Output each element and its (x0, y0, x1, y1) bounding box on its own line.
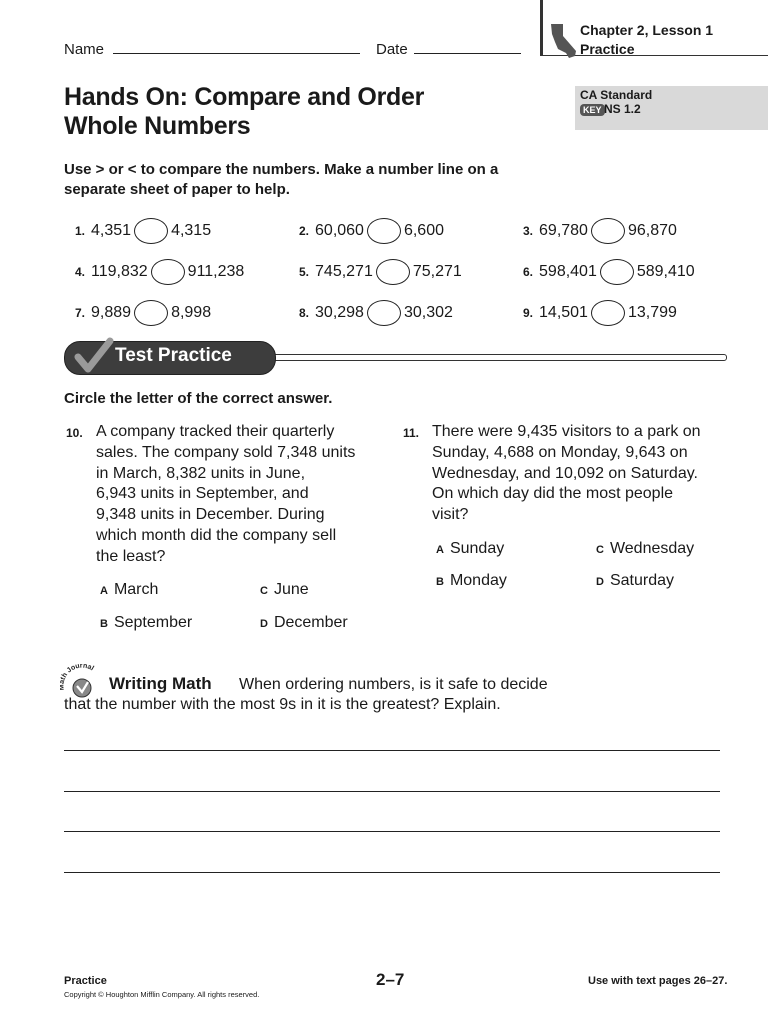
problem-7: 7. 9,889 8,998 (75, 300, 211, 326)
q10-option-d[interactable]: D December (260, 614, 348, 631)
q10-option-b[interactable]: B September (100, 614, 193, 631)
q10-option-a[interactable]: A March (100, 581, 159, 598)
page-number: 2–7 (376, 970, 405, 989)
name-field-line[interactable] (113, 53, 360, 54)
q11-option-a[interactable]: A Sunday (436, 540, 505, 557)
problem-5: 5. 745,271 75,271 (299, 259, 462, 285)
answer-line[interactable] (64, 791, 720, 792)
test-practice-rule (270, 354, 727, 361)
q10-option-c[interactable]: C June (260, 581, 309, 598)
compare-oval[interactable] (591, 300, 625, 326)
svg-text:Math Journal: th Journal (60, 664, 95, 682)
compare-oval[interactable] (600, 259, 634, 285)
problem-1: 1. 4,351 4,315 (75, 218, 211, 244)
answer-line[interactable] (64, 750, 720, 751)
test-practice-instruction: Circle the letter of the correct answer. (64, 390, 333, 407)
compare-oval[interactable] (376, 259, 410, 285)
instructions-line1: Use > or < to compare the numbers. Make a number line on a (64, 161, 499, 178)
california-icon (549, 22, 579, 65)
header-divider (540, 0, 543, 56)
compare-oval[interactable] (134, 300, 168, 326)
page-title-line1: Hands On: Compare and Order (64, 83, 425, 111)
test-practice-label: Test Practice (115, 345, 232, 366)
answer-line[interactable] (64, 872, 720, 873)
problem-3: 3. 69,780 96,870 (523, 218, 677, 244)
date-field-line[interactable] (414, 53, 521, 54)
problem-2: 2. 60,060 6,600 (299, 218, 444, 244)
instructions-line2: separate sheet of paper to help. (64, 181, 290, 198)
compare-oval[interactable] (367, 218, 401, 244)
q11-number: 11. (403, 426, 420, 440)
problem-6: 6. 598,401 589,410 (523, 259, 695, 285)
answer-line[interactable] (64, 831, 720, 832)
compare-oval[interactable] (134, 218, 168, 244)
writing-math-prompt-line2: that the number with the most 9s in it is the greatest? Explain. (64, 696, 501, 713)
problem-9: 9. 14,501 13,799 (523, 300, 677, 326)
standard-code: NS 1.2 (604, 102, 641, 116)
problem-4: 4. 119,832 911,238 (75, 259, 244, 285)
footer-text-pages: Use with text pages 26–27. (588, 975, 728, 987)
q11-option-b[interactable]: B Monday (436, 572, 507, 589)
problem-8: 8. 30,298 30,302 (299, 300, 453, 326)
q11-option-d[interactable]: D Saturday (596, 572, 674, 589)
footer-practice: Practice (64, 975, 107, 987)
q10-number: 10. (66, 426, 83, 440)
copyright: Copyright © Houghton Mifflin Company. All rights reserved. (64, 990, 260, 999)
q11-text: There were 9,435 visitors to a park on Sunday, 4,688 on Monday, 9,643 on Wednesday, and 10,092 on Saturday. On which day did the most people visit? (432, 423, 701, 524)
page-title-line2: Whole Numbers (64, 112, 251, 140)
name-label: Name (64, 41, 105, 58)
compare-oval[interactable] (591, 218, 625, 244)
q11-option-c[interactable]: C Wednesday (596, 540, 695, 557)
date-label: Date (376, 41, 408, 58)
writing-math-label: Writing Math (109, 674, 212, 693)
check-icon (74, 337, 114, 380)
compare-oval[interactable] (367, 300, 401, 326)
q10-text: A company tracked their quarterly sales. The company sold 7,348 units in March, 8,382 units in June, 6,943 units in September, and 9,348 units in December. During which month did the company sell the least? (96, 423, 356, 565)
writing-math-prompt-line1: When ordering numbers, is it safe to decide (239, 676, 548, 693)
practice-section: Practice (580, 41, 635, 57)
key-badge: KEY (580, 104, 605, 116)
standard-title: CA Standard (580, 88, 653, 102)
chapter-lesson: Chapter 2, Lesson 1 (580, 22, 714, 38)
compare-oval[interactable] (151, 259, 185, 285)
